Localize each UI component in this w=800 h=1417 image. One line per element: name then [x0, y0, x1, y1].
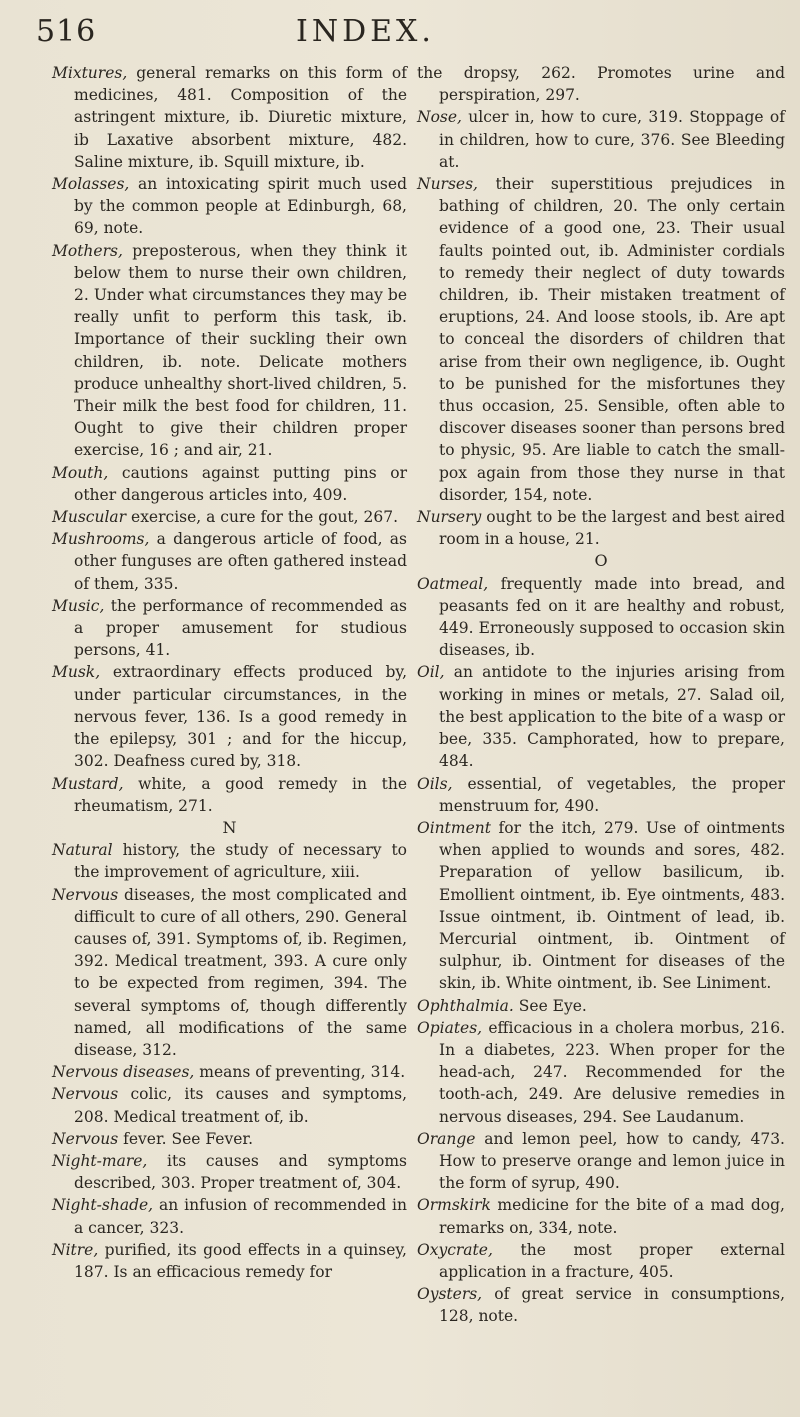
- index-entry: Orange and lemon peel, how to candy, 473. How to preserve orange and lemon juice in the form of syrup, 490.: [417, 1129, 785, 1193]
- index-entry: Opiates, efficacious in a cholera morbus, 216. In a diabetes, 223. When proper for the head-ach, 247. Recommended for the tooth-ach, 249. Are delusive remedies in nervous diseases, 294. See Laudanum.: [417, 1018, 785, 1126]
- index-entry: Ointment for the itch, 279. Use of ointments when applied to wounds and sores, 482. Preparation of yellow basilicum, ib. Emollient ointment, ib. Eye ointments, 483. Issue ointment, ib. Ointment of lead, ib. Mercurial ointment, ib. Ointment of sulphur, ib. Ointment for diseases of the skin, ib. White ointment, ib. See Liniment.: [417, 818, 785, 993]
- index-entry: Oil, an antidote to the injuries arising from working in mines or metals, 27. Salad oil, the best application to the bite of a wasp or bee, 335. Camphorated, how to prepare, 484.: [417, 663, 785, 771]
- index-entry: Nursery ought to be the largest and best aired room in a house, 21.: [417, 508, 785, 549]
- index-entry: Molasses, an intoxicating spirit much used by the common people at Edinburgh, 68, 69, note.: [52, 175, 407, 238]
- index-entry: Mouth, cautions against putting pins or other dangerous articles into, 409.: [52, 463, 407, 504]
- index-entry: Mothers, preposterous, when they think it below them to nurse their own children, 2. Under what circumstances they may be really unfit to perform this task, ib. Importance of their suckling their own children, ib. note. Delicate mothers produce unhealthy short-lived children, 5. Their milk the best food for children, 11. Ought to give their children proper exercise, 16 ; and air, 21.: [52, 241, 407, 460]
- running-title: INDEX.: [296, 14, 435, 49]
- index-entry: Night-shade, an infusion of recommended in a cancer, 323.: [52, 1196, 407, 1237]
- index-entry: Mustard, white, a good remedy in the rheumatism, 271.: [52, 774, 407, 815]
- index-entry: Mushrooms, a dangerous article of food, as other funguses are often gathered instead of them, 335.: [52, 530, 407, 593]
- index-entry: Nitre, purified, its good effects in a quinsey, 187. Is an efficacious remedy for: [52, 1240, 407, 1281]
- index-entry: Ophthalmia. See Eye.: [417, 996, 587, 1015]
- section-letter-n: N: [222, 817, 237, 837]
- right-column: [417, 62, 785, 1328]
- index-entry: Nervous fever. See Fever.: [52, 1129, 254, 1148]
- index-entry: Oils, essential, of vegetables, the proper menstruum for, 490.: [417, 774, 785, 815]
- index-entry: the dropsy, 262. Promotes urine and perspiration, 297.: [417, 64, 785, 105]
- index-entry: Oatmeal, frequently made into bread, and peasants fed on it are healthy and robust, 449. Erroneously supposed to occasion skin diseases, ib.: [417, 574, 785, 660]
- page-number: 516: [36, 14, 97, 49]
- index-entry: Ormskirk medicine for the bite of a mad dog, remarks on, 334, note.: [417, 1196, 785, 1237]
- index-entry: Nervous diseases, means of preventing, 314.: [52, 1063, 406, 1082]
- index-entry: Nervous colic, its causes and symptoms, 208. Medical treatment of, ib.: [52, 1085, 407, 1126]
- index-entry: Music, the performance of recommended as a proper amusement for studious persons, 41.: [52, 596, 407, 660]
- index-entry: Nose, ulcer in, how to cure, 319. Stoppage of in children, how to cure, 376. See Bleeding at.: [417, 108, 785, 171]
- index-entry: Muscular exercise, a cure for the gout, 267.: [52, 508, 399, 527]
- index-entry: Nervous diseases, the most complicated and difficult to cure of all others, 290. General causes of, 391. Symptoms of, ib. Regimen, 392. Medical treatment, 393. A cure only to be expected from regimen, 394. The several symptoms of, though differently named, all modifications of the same disease, 312.: [52, 885, 407, 1059]
- index-entry: Oxycrate, the most proper external application in a fracture, 405.: [417, 1240, 785, 1281]
- index-entry: Night-mare, its causes and symptoms described, 303. Proper treatment of, 304.: [52, 1151, 407, 1193]
- section-letter-o: O: [594, 551, 608, 571]
- index-entry: Nurses, their superstitious prejudices in bathing of children, 20. The only certain evidence of a good one, 23. Their usual faults pointed out, ib. Administer cordials to remedy their neglect of duty towards children, ib. Their mistaken treatment of eruptions, 24. And loose stools, ib. Are apt to conceal the disorders of children that arise from their own negligence, ib. Ought to be punished for the misfortunes they thus occasion, 25. Sensible, often able to discover diseases sooner than persons bred to physic, 95. Are liable to catch the small-pox again from those they nurse in that disorder, 154, note.: [417, 175, 785, 504]
- left-column: [52, 62, 407, 1283]
- index-entry: Natural history, the study of necessary to the improvement of agriculture, xiii.: [52, 841, 407, 882]
- index-entry: Musk, extraordinary effects produced by, under particular circumstances, in the nervous fever, 136. Is a good remedy in the epilepsy, 301 ; and for the hiccup, 302. Deafness cured by, 318.: [52, 663, 407, 771]
- index-entry: Oysters, of great service in consumptions, 128, note.: [417, 1285, 785, 1326]
- index-entry: Mixtures, general remarks on this form of medicines, 481. Composition of the astringent mixture, ib. Diuretic mixture, ib Laxative absorbent mixture, 482. Saline mixture, ib. Squill mixture, ib.: [52, 64, 407, 171]
- page-header: [36, 8, 776, 52]
